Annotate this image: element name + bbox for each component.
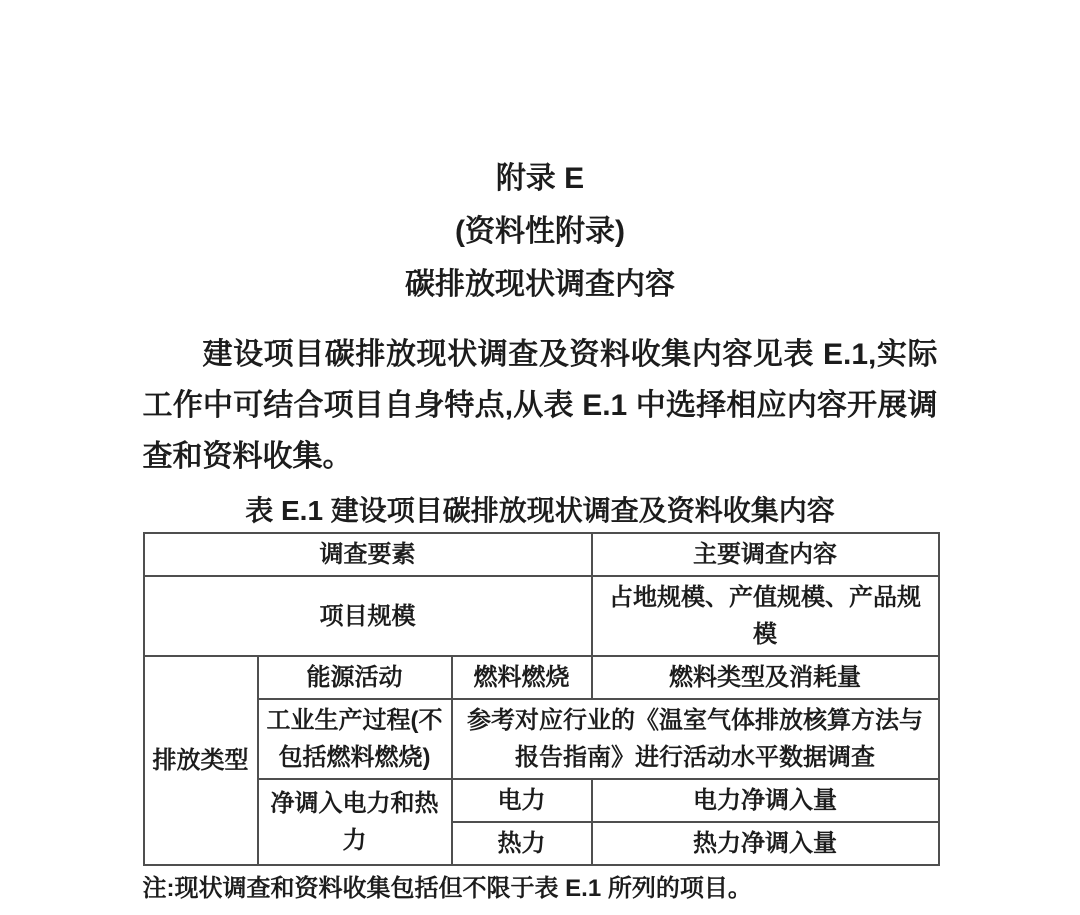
header-cell-survey-elements: 调查要素: [144, 533, 592, 576]
cell-electricity-content: 电力净调入量: [592, 779, 939, 822]
appendix-type-subtitle: (资料性附录): [455, 215, 625, 248]
intro-paragraph: 建设项目碳排放现状调查及资料收集内容见表 E.1,实际工作中可结合项目自身特点,从表 E.1 中选择相应内容开展调查和资料收集。: [142, 338, 938, 473]
cell-fuel-combustion-content: 燃料类型及消耗量: [592, 656, 939, 699]
table-caption: 表 E.1 建设项目碳排放现状调查及资料收集内容: [245, 495, 835, 526]
document-page: [143, 0, 938, 904]
cell-energy-activity-label: 能源活动: [258, 656, 452, 699]
cell-heat-label: 热力: [452, 822, 592, 865]
row-project-scale: [144, 576, 939, 656]
row-electricity: [144, 779, 939, 822]
row-industrial-process: [144, 699, 939, 779]
table-note: 注:现状调查和资料收集包括但不限于表 E.1 所列的项目。: [142, 875, 752, 902]
cell-electricity-label: 电力: [452, 779, 592, 822]
cell-project-scale-content: 占地规模、产值规模、产品规模: [592, 576, 939, 656]
cell-emission-type-label: 排放类型: [144, 656, 258, 865]
cell-net-import-label: 净调入电力和热力: [258, 779, 452, 865]
cell-project-scale-label: 项目规模: [144, 576, 592, 656]
appendix-heading: 碳排放现状调查内容: [405, 268, 675, 301]
appendix-title: 附录 E: [495, 162, 585, 195]
row-energy-activity: [144, 656, 939, 699]
survey-table: [143, 532, 940, 866]
table-header-row: [144, 533, 939, 576]
cell-industrial-process-content: 参考对应行业的《温室气体排放核算方法与报告指南》进行活动水平数据调查: [452, 699, 939, 779]
cell-heat-content: 热力净调入量: [592, 822, 939, 865]
cell-industrial-process-label: 工业生产过程(不包括燃料燃烧): [258, 699, 452, 779]
header-cell-main-content: 主要调查内容: [592, 533, 939, 576]
cell-fuel-combustion-label: 燃料燃烧: [452, 656, 592, 699]
